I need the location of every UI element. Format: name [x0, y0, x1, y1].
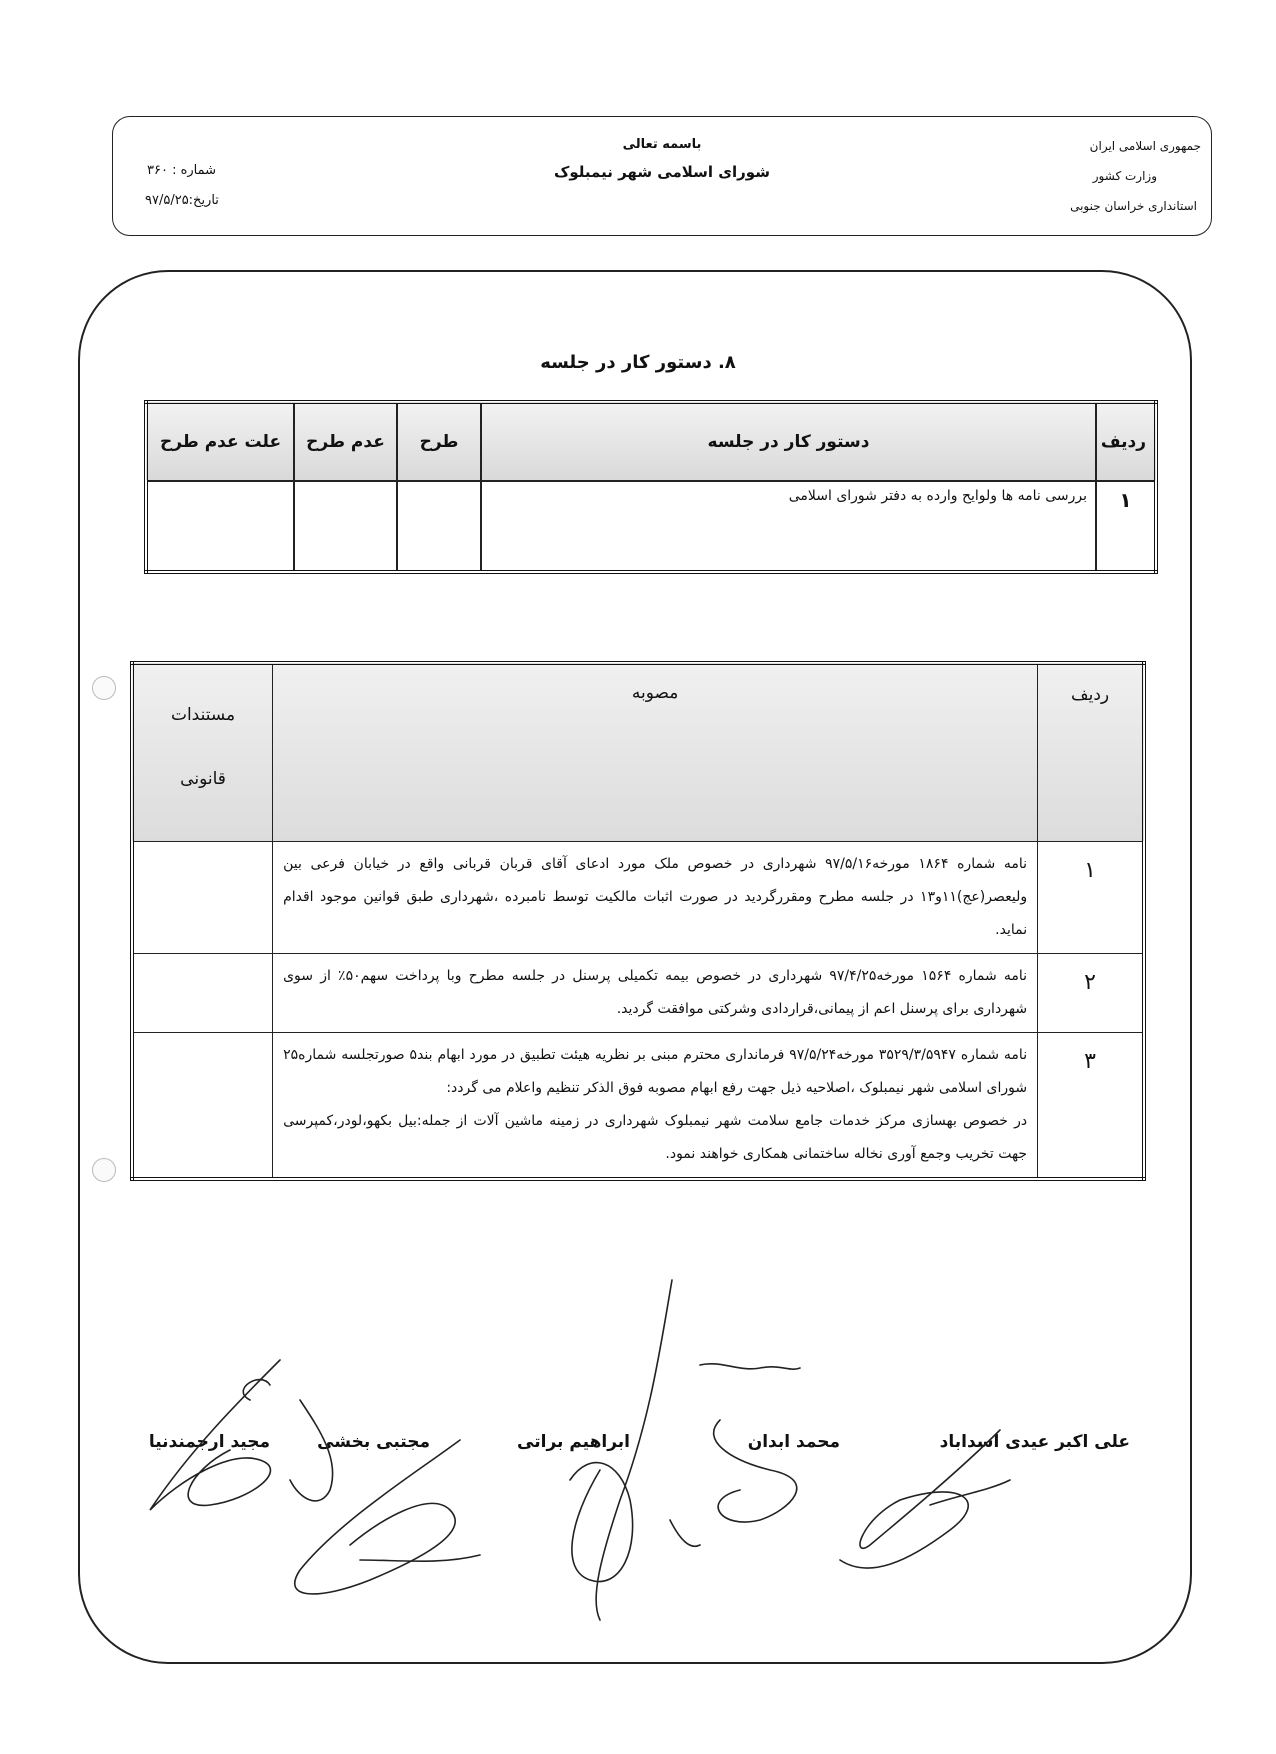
governorate-name: استانداری خراسان جنوبی	[1070, 199, 1197, 213]
row-number: ۱	[1038, 842, 1144, 954]
signatory-name: ابراهیم براتی	[517, 1432, 630, 1452]
table-row	[132, 842, 1144, 954]
col-header-resolution: مصوبه	[273, 663, 1038, 842]
table-row	[146, 481, 1156, 572]
resolution-text-part-2: در خصوص بهسازی مرکز خدمات جامع سلامت شهر نیمبلوک شهرداری در زمینه ماشین آلات از جمله:بیل بکهو،لودر،کمپرسی جهت تخریب وجمع آوری نخاله ساختمانی همکاری خواهند نمود.	[283, 1113, 1028, 1162]
col-header-not-raised: عدم طرح	[294, 402, 397, 481]
letter-number: شماره : ۳۶۰	[147, 163, 217, 178]
signatory-name: مجتبی بخشی	[317, 1432, 430, 1452]
col-header-row: ردیف	[1096, 402, 1156, 481]
resolution-text	[273, 1033, 1038, 1180]
agenda-header-row	[146, 402, 1156, 481]
table-row	[132, 954, 1144, 1033]
col-header-legal-docs	[132, 663, 273, 842]
legal-docs-cell	[132, 842, 273, 954]
reason-cell	[146, 481, 294, 572]
col-header-row: ردیف	[1038, 663, 1144, 842]
table-row	[132, 1033, 1144, 1180]
legal-docs-cell	[132, 954, 273, 1033]
resolutions-table	[130, 661, 1146, 1181]
resolution-text-part-1: نامه شماره ۳۵۲۹/۳/۵۹۴۷ مورخه۹۷/۵/۲۴ فرمانداری محترم مبنی بر نظریه هیئت تطبیق در مورد ابهام بند۵ صورتجلسه شماره۲۵ شورای اسلامی شهر نیمبلوک ،اصلاحیه ذیل جهت رفع ابهام مصوبه فوق الذکر تنظیم واعلام می گردد:	[283, 1047, 1028, 1096]
signatory-name: محمد ابدان	[747, 1432, 840, 1452]
signatory-name: مجید ارجمندنیا	[148, 1432, 270, 1452]
letter-date: تاریخ:۹۷/۵/۲۵	[145, 193, 219, 208]
legal-docs-cell	[132, 1033, 273, 1180]
binder-hole	[92, 676, 116, 700]
letterhead-box	[112, 116, 1212, 236]
raised-cell	[397, 481, 481, 572]
legal-docs-line-2: قانونی	[180, 769, 226, 789]
resolution-text: نامه شماره ۱۸۶۴ مورخه۹۷/۵/۱۶ شهرداری در خصوص ملک مورد ادعای آقای قربان قربانی واقع در خیابان فرعی بین ولیعصر(عج)۱۱و۱۳ در جلسه مطرح ومقررگردید در صورت اثبات مالکیت توسط نامبرده ،شهرداری طبق قوانین موجود اقدام نماید.	[273, 842, 1038, 954]
resolutions-header-row	[132, 663, 1144, 842]
row-number: ۲	[1038, 954, 1144, 1033]
bismillah-heading: باسمه تعالی	[622, 137, 702, 152]
legal-docs-line-1: مستندات	[170, 705, 236, 725]
binder-hole	[92, 1158, 116, 1182]
agenda-item: بررسی نامه ها ولوایح وارده به دفتر شورای اسلامی	[481, 481, 1096, 572]
ministry-name: وزارت کشور	[1092, 169, 1157, 183]
row-number: ۳	[1038, 1033, 1144, 1180]
agenda-section-title: ۸. دستور کار در جلسه	[540, 352, 736, 373]
council-name: شورای اسلامی شهر نیمبلوک	[554, 163, 770, 181]
agenda-table	[144, 400, 1158, 574]
row-number: ۱	[1096, 481, 1156, 572]
country-name: جمهوری اسلامی ایران	[1089, 139, 1201, 153]
col-header-agenda: دستور کار در جلسه	[481, 402, 1096, 481]
not-raised-cell	[294, 481, 397, 572]
resolution-text: نامه شماره ۱۵۶۴ مورخه۹۷/۴/۲۵ شهرداری در خصوص بیمه تکمیلی پرسنل در جلسه مطرح وبا پرداخت سهم۵۰٪ از سوی شهرداری برای پرسنل اعم از پیمانی،قراردادی وشرکتی موافقت گردید.	[273, 954, 1038, 1033]
signatories-row	[150, 1432, 1130, 1462]
signatory-name: علی اکبر عیدی اسداباد	[939, 1432, 1130, 1452]
col-header-raised: طرح	[397, 402, 481, 481]
col-header-reason: علت عدم طرح	[146, 402, 294, 481]
